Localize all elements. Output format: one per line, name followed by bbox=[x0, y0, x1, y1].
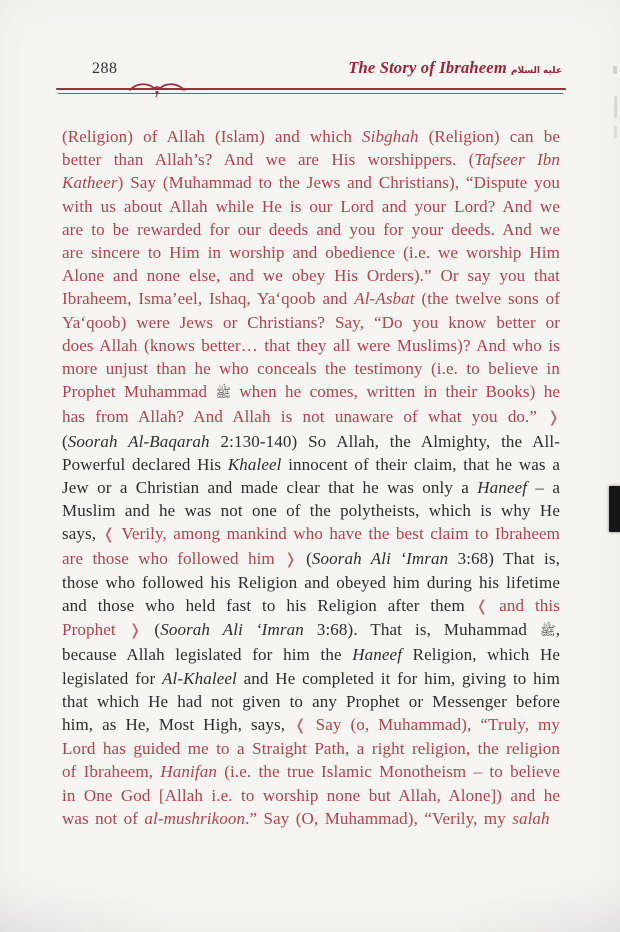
text-segment: ﷺ bbox=[540, 624, 556, 640]
edge-bleed-mark bbox=[614, 126, 617, 138]
text-segment: ) Say (Muhammad to the Jews and Christians), “Dispute you with us about Allah while He is our Lord and your Lord? And we are to be rewarded for our deeds and you for your deeds. And we are sincere to Him in worship and obedience (i.e. we worship Him Alone and none else, and we obey His Orders).” Or say you that Ibraheem, Isma’eel, Ishaq, Ya‘qoob and bbox=[62, 173, 560, 309]
running-title bbox=[348, 58, 562, 78]
text-segment: Haneef bbox=[477, 478, 528, 498]
text-segment: Say (o, Muhammad), “Truly, my Lord has guided me to a Straight Path, a right religion, the religion of Ibraheem, bbox=[62, 715, 560, 782]
text-segment: (Religion) of Allah (Islam) and which bbox=[62, 127, 363, 146]
text-segment: ( bbox=[141, 620, 161, 640]
text-segment: Al-Khaleel bbox=[162, 668, 237, 688]
text-segment: ❬ bbox=[294, 716, 307, 735]
text-segment: – a Muslim and he was not one of the polytheists, which is why He says, bbox=[62, 478, 560, 544]
scan-shadow-left bbox=[0, 872, 180, 932]
text-segment: (Religion) can be better than Allah’s? And we are His worshippers. ( bbox=[62, 127, 560, 170]
honorific-calligraphy: عليه السلام bbox=[510, 66, 562, 76]
text-segment: 2:130-140) So Allah, the Almighty, the All-Powerful declared His bbox=[62, 431, 560, 474]
text-segment: ( bbox=[62, 431, 68, 451]
text-segment: Soorah Ali ‘Imran bbox=[160, 620, 304, 640]
text-segment: al-mushrikoon bbox=[144, 808, 246, 828]
text-segment: and He completed it for him, giving to him that which He had not given to any Prophet or Messenger before him, as He, Most High, says, bbox=[62, 668, 560, 735]
text-segment: .” Say (O, Muhammad), “Verily, my bbox=[245, 808, 513, 828]
text-segment: ﷺ bbox=[215, 386, 232, 402]
text-segment: Khaleel bbox=[227, 454, 282, 474]
scroll-ornament-icon bbox=[126, 80, 188, 98]
text-segment: ❭ bbox=[284, 549, 297, 568]
text-segment: Haneef bbox=[352, 645, 403, 665]
text-segment: ❬ bbox=[475, 597, 489, 616]
scan-shadow-right bbox=[440, 872, 620, 932]
page-edge-black-mark bbox=[609, 486, 620, 532]
header-rule bbox=[56, 88, 566, 96]
text-segment: ❭ bbox=[128, 621, 142, 640]
text-segment: Tafseer Ibn Katheer bbox=[62, 150, 560, 193]
text-segment: , because Allah legislated for him the bbox=[62, 620, 560, 665]
text-segment: (the twelve sons of Ya‘qoob) were Jews or Christians? Say, “Do you know better or does Allah (knows better… that they all were Muslims)? And who is more unjust than he who conceals the testimony (i.e. to believe in Prophet Muhammad bbox=[62, 289, 560, 402]
text-segment: Hanifan bbox=[160, 762, 217, 782]
text-segment: Soorah Al-Baqarah bbox=[67, 431, 210, 451]
edge-bleed-mark bbox=[613, 66, 617, 74]
text-segment: and this Prophet bbox=[62, 596, 560, 640]
text-segment: ( bbox=[296, 548, 312, 568]
text-segment: (i.e. the true Islamic Monotheism – to believe in One God [Allah i.e. to worship none but Allah, Alone]) and he was not of bbox=[62, 762, 561, 828]
text-segment: 3:68). That is, Muhammad bbox=[303, 620, 541, 640]
edge-bleed-mark bbox=[614, 96, 617, 118]
text-segment: Soorah Ali ‘Imran bbox=[311, 548, 449, 568]
text-segment: salah bbox=[512, 808, 550, 828]
page-number: 288 bbox=[92, 60, 118, 77]
running-title-text: The Story of Ibraheem bbox=[348, 58, 507, 77]
text-segment: Sibghah bbox=[362, 127, 419, 146]
body-paragraph bbox=[62, 125, 560, 830]
text-segment: Verily, among mankind who have the best claim to Ibraheem are those who followed him bbox=[62, 524, 560, 568]
text-segment: ❬ bbox=[102, 525, 116, 544]
text-segment: Religion, which He legislated for bbox=[62, 645, 561, 688]
text-segment: 3:68) That is, those who followed his Religion and obeyed him during his lifetime and those who held fast to his Religion after them bbox=[62, 548, 561, 616]
text-segment: when he comes, written in their Books) he has from Allah? And Allah is not unaware of what you do.” bbox=[62, 382, 560, 427]
text-segment: innocent of their claim, that he was a Jew or a Christian and made clear that he was only a bbox=[62, 454, 561, 498]
text-segment: ❭ bbox=[547, 408, 560, 427]
page-header bbox=[0, 58, 620, 78]
text-segment: Al-Asbat bbox=[354, 289, 415, 309]
